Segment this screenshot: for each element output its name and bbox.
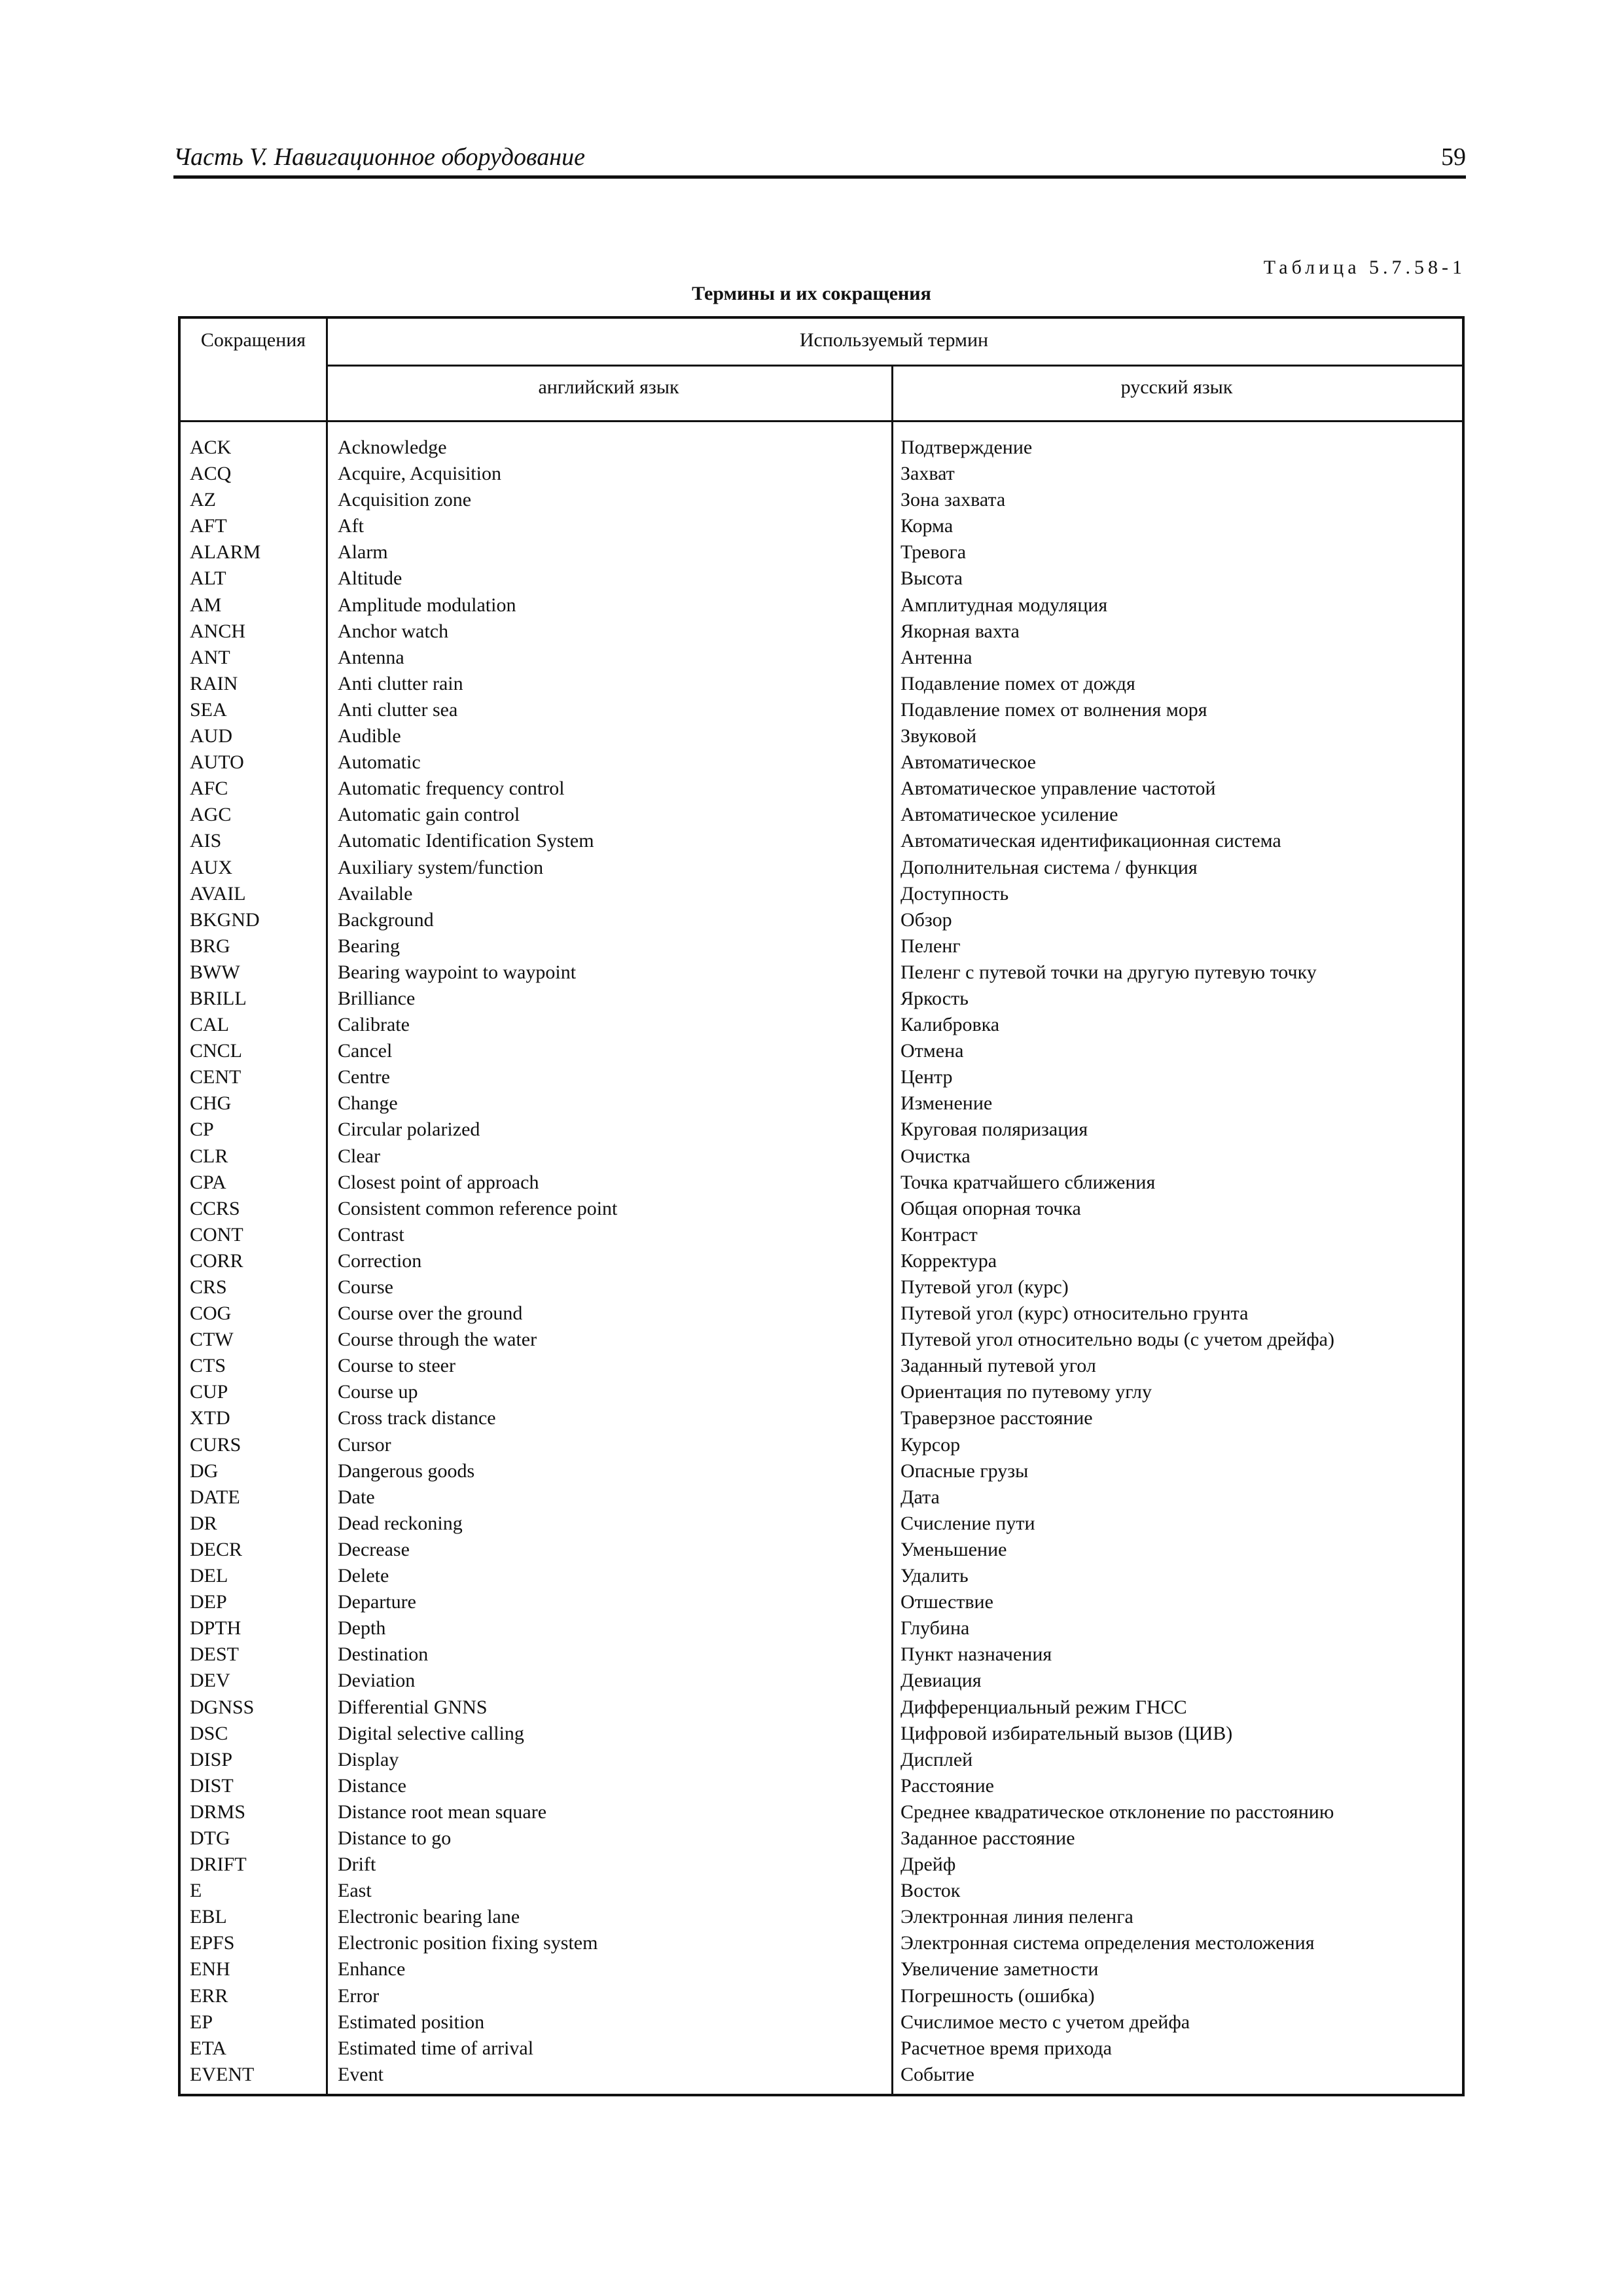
english-term-cell: Estimated position — [338, 2011, 485, 2033]
russian-term-cell: Зона захвата — [901, 489, 1006, 511]
table-row — [181, 802, 1462, 828]
english-term-cell: Cancel — [338, 1040, 393, 1062]
abbreviation-cell: BRILL — [190, 987, 247, 1009]
english-term-cell: Audible — [338, 725, 401, 747]
terms-table — [178, 316, 1465, 2096]
russian-term-cell: Очистка — [901, 1145, 971, 1167]
russian-term-cell: Ориентация по путевому углу — [901, 1381, 1152, 1403]
header-used-term: Используемый термин — [799, 329, 989, 351]
abbreviation-cell: CTS — [190, 1355, 226, 1377]
abbreviation-cell: AM — [190, 594, 222, 616]
abbreviation-cell: DPTH — [190, 1617, 241, 1640]
abbreviation-cell: CTW — [190, 1329, 234, 1351]
english-term-cell: Bearing waypoint to waypoint — [338, 961, 577, 983]
russian-term-cell: Автоматическое — [901, 751, 1036, 774]
table-row — [181, 1904, 1462, 1930]
table-row — [181, 907, 1462, 933]
table-row — [181, 1353, 1462, 1379]
english-term-cell: Estimated time of arrival — [338, 2037, 534, 2059]
english-term-cell: Calibrate — [338, 1014, 410, 1036]
table-row — [181, 645, 1462, 671]
abbreviation-cell: DRMS — [190, 1801, 246, 1823]
table-number: Таблица 5.7.58-1 — [1263, 257, 1466, 278]
russian-term-cell: Цифровой избирательный вызов (ЦИВ) — [901, 1722, 1233, 1744]
russian-term-cell: Событие — [901, 2063, 974, 2085]
russian-term-cell: Пункт назначения — [901, 1643, 1052, 1666]
table-row — [181, 1668, 1462, 1694]
abbreviation-cell: CLR — [190, 1145, 228, 1167]
russian-term-cell: Звуковой — [901, 725, 977, 747]
russian-term-cell: Контраст — [901, 1223, 978, 1246]
table-row — [181, 697, 1462, 723]
table-row — [181, 1300, 1462, 1327]
table-row — [181, 933, 1462, 960]
english-term-cell: Correction — [338, 1249, 422, 1272]
abbreviation-cell: DEP — [190, 1591, 227, 1613]
abbreviation-cell: COG — [190, 1302, 232, 1325]
abbreviation-cell: EPFS — [190, 1932, 235, 1954]
abbreviation-cell: ALARM — [190, 541, 261, 564]
english-term-cell: Digital selective calling — [338, 1722, 524, 1744]
abbreviation-cell: CORR — [190, 1249, 243, 1272]
abbreviation-cell: CP — [190, 1119, 214, 1141]
english-term-cell: Alarm — [338, 541, 388, 564]
russian-term-cell: Подавление помех от волнения моря — [901, 698, 1207, 721]
english-term-cell: Amplitude modulation — [338, 594, 516, 616]
table-row — [181, 1589, 1462, 1615]
russian-term-cell: Пеленг — [901, 935, 961, 957]
english-term-cell: Antenna — [338, 646, 404, 668]
table-row — [181, 1405, 1462, 1431]
russian-term-cell: Расстояние — [901, 1774, 994, 1797]
table-row — [181, 487, 1462, 513]
table-row — [181, 592, 1462, 619]
abbreviation-cell: CAL — [190, 1014, 229, 1036]
abbreviation-cell: ACK — [190, 437, 232, 458]
english-term-cell: Anti clutter rain — [338, 672, 463, 694]
abbreviation-cell: ENH — [190, 1958, 230, 1981]
table-row — [181, 539, 1462, 565]
english-term-cell: Departure — [338, 1591, 416, 1613]
abbreviation-cell: DEL — [190, 1565, 228, 1587]
abbreviation-cell: DR — [190, 1512, 217, 1534]
table-row — [181, 2009, 1462, 2036]
russian-term-cell: Подавление помех от дождя — [901, 672, 1135, 694]
abbreviation-cell: AFC — [190, 778, 228, 800]
abbreviation-cell: AUTO — [190, 751, 244, 774]
english-term-cell: Distance — [338, 1774, 406, 1797]
abbreviation-cell: BKGND — [190, 908, 260, 931]
english-term-cell: Electronic bearing lane — [338, 1906, 520, 1928]
abbreviation-cell: RAIN — [190, 672, 238, 694]
table-row — [181, 1747, 1462, 1773]
page-number: 59 — [1441, 143, 1466, 171]
abbreviation-cell: ETA — [190, 2037, 226, 2059]
abbreviation-cell: ANCH — [190, 620, 246, 642]
abbreviation-cell: ERR — [190, 1984, 228, 2007]
russian-term-cell: Дисплей — [901, 1748, 973, 1770]
table-row — [181, 1458, 1462, 1484]
english-term-cell: Destination — [338, 1643, 429, 1666]
table-row — [181, 1248, 1462, 1274]
table-row — [181, 2036, 1462, 2062]
english-term-cell: Display — [338, 1748, 399, 1770]
english-term-cell: Bearing — [338, 935, 400, 957]
abbreviation-cell: DGNSS — [190, 1696, 255, 1718]
abbreviation-cell: BRG — [190, 935, 230, 957]
table-title: Термины и их сокращения — [692, 283, 931, 304]
abbreviation-cell: EVENT — [190, 2063, 255, 2085]
russian-term-cell: Отшествие — [901, 1591, 993, 1613]
russian-term-cell: Доступность — [901, 882, 1009, 905]
abbreviation-cell: CPA — [190, 1171, 226, 1193]
russian-term-cell: Автоматическая идентификационная система — [901, 830, 1281, 852]
russian-term-cell: Точка кратчайшего сближения — [901, 1171, 1156, 1193]
abbreviation-cell: CRS — [190, 1276, 227, 1298]
table-row — [181, 1379, 1462, 1405]
table-row — [181, 1511, 1462, 1537]
english-term-cell: Cross track distance — [338, 1407, 496, 1429]
abbreviation-cell: CCRS — [190, 1197, 240, 1219]
abbreviation-cell: ANT — [190, 646, 230, 668]
english-term-cell: Acquire, Acquisition — [338, 463, 501, 485]
table-row — [181, 723, 1462, 749]
english-term-cell: Circular polarized — [338, 1119, 480, 1141]
english-term-cell: East — [338, 1880, 372, 1902]
header-abbreviations: Сокращения — [200, 329, 306, 351]
russian-term-cell: Общая опорная точка — [901, 1197, 1081, 1219]
abbreviation-cell: CHG — [190, 1092, 232, 1115]
english-term-cell: Course up — [338, 1381, 418, 1403]
english-term-cell: Course — [338, 1276, 393, 1298]
table-row — [181, 1799, 1462, 1825]
english-term-cell: Anti clutter sea — [338, 698, 458, 721]
abbreviation-cell: DEST — [190, 1643, 239, 1666]
abbreviation-cell: DEV — [190, 1670, 230, 1692]
abbreviation-cell: CURS — [190, 1433, 241, 1456]
abbreviation-cell: DIST — [190, 1774, 234, 1797]
russian-term-cell: Курсор — [901, 1433, 961, 1456]
english-term-cell: Closest point of approach — [338, 1171, 539, 1193]
russian-term-cell: Подтверждение — [901, 437, 1033, 458]
russian-term-cell: Среднее квадратическое отклонение по расстоянию — [901, 1801, 1334, 1823]
table-row — [181, 1878, 1462, 1904]
english-term-cell: Brilliance — [338, 987, 416, 1009]
table-row — [181, 1773, 1462, 1799]
table-body — [181, 435, 1462, 2088]
russian-term-cell: Захват — [901, 463, 955, 485]
english-term-cell: Consistent common reference point — [338, 1197, 618, 1219]
russian-term-cell: Заданное расстояние — [901, 1827, 1075, 1849]
russian-term-cell: Путевой угол (курс) — [901, 1276, 1069, 1298]
russian-term-cell: Электронная система определения местоложения — [901, 1932, 1315, 1954]
table-row — [181, 776, 1462, 802]
header-english: английский язык — [538, 376, 679, 398]
table-row — [181, 1143, 1462, 1170]
english-term-cell: Course over the ground — [338, 1302, 523, 1325]
russian-term-cell: Автоматическое управление частотой — [901, 778, 1216, 800]
table-row — [181, 1117, 1462, 1143]
abbreviation-cell: DECR — [190, 1538, 243, 1560]
chapter-title: Часть V. Навигационное оборудование — [173, 143, 585, 171]
russian-term-cell: Электронная линия пеленга — [901, 1906, 1133, 1928]
english-term-cell: Distance root mean square — [338, 1801, 547, 1823]
english-term-cell: Deviation — [338, 1670, 416, 1692]
abbreviation-cell: AZ — [190, 489, 216, 511]
russian-term-cell: Отмена — [901, 1040, 964, 1062]
english-term-cell: Anchor watch — [338, 620, 449, 642]
abbreviation-cell: ALT — [190, 567, 226, 590]
header-russian: русский язык — [1120, 376, 1233, 398]
russian-term-cell: Счисление пути — [901, 1512, 1035, 1534]
abbreviation-cell: DATE — [190, 1486, 240, 1508]
english-term-cell: Automatic frequency control — [338, 778, 565, 800]
russian-term-cell: Опасные грузы — [901, 1460, 1029, 1482]
russian-term-cell: Траверзное расстояние — [901, 1407, 1093, 1429]
abbreviation-cell: AUX — [190, 856, 232, 878]
english-term-cell: Altitude — [338, 567, 402, 590]
english-term-cell: Background — [338, 908, 434, 931]
english-term-cell: Course through the water — [338, 1329, 537, 1351]
table-row — [181, 1484, 1462, 1511]
abbreviation-cell: EP — [190, 2011, 213, 2033]
abbreviation-cell: CUP — [190, 1381, 228, 1403]
russian-term-cell: Калибровка — [901, 1014, 1000, 1036]
english-term-cell: Course to steer — [338, 1355, 455, 1377]
header-divider-2 — [181, 420, 1462, 422]
russian-term-cell: Восток — [901, 1880, 961, 1902]
table-row — [181, 1432, 1462, 1458]
table-row — [181, 513, 1462, 539]
table-row — [181, 1170, 1462, 1196]
table-row — [181, 619, 1462, 645]
table-row — [181, 1615, 1462, 1641]
table-row — [181, 1274, 1462, 1300]
english-term-cell: Distance to go — [338, 1827, 452, 1849]
russian-term-cell: Расчетное время прихода — [901, 2037, 1112, 2059]
abbreviation-cell: SEA — [190, 698, 227, 721]
russian-term-cell: Центр — [901, 1066, 953, 1088]
english-term-cell: Electronic position fixing system — [338, 1932, 598, 1954]
table-row — [181, 1695, 1462, 1721]
russian-term-cell: Увеличение заметности — [901, 1958, 1099, 1981]
russian-term-cell: Антенна — [901, 646, 972, 668]
table-row — [181, 828, 1462, 854]
english-term-cell: Available — [338, 882, 413, 905]
english-term-cell: Event — [338, 2063, 383, 2085]
table-row — [181, 1064, 1462, 1090]
table-row — [181, 881, 1462, 907]
english-term-cell: Date — [338, 1486, 375, 1508]
table-row — [181, 461, 1462, 487]
abbreviation-cell: CENT — [190, 1066, 241, 1088]
abbreviation-cell: AFT — [190, 515, 227, 537]
abbreviation-cell: DISP — [190, 1748, 233, 1770]
table-row — [181, 435, 1462, 461]
english-term-cell: Decrease — [338, 1538, 410, 1560]
table-row — [181, 1956, 1462, 1982]
russian-term-cell: Корректура — [901, 1249, 997, 1272]
table-row — [181, 2062, 1462, 2088]
english-term-cell: Enhance — [338, 1958, 406, 1981]
table-row — [181, 855, 1462, 881]
abbreviation-cell: EBL — [190, 1906, 227, 1928]
english-term-cell: Dead reckoning — [338, 1512, 463, 1534]
abbreviation-cell: XTD — [190, 1407, 230, 1429]
english-term-cell: Differential GNNS — [338, 1696, 488, 1718]
russian-term-cell: Дрейф — [901, 1854, 956, 1876]
table-row — [181, 1196, 1462, 1222]
english-term-cell: Automatic Identification System — [338, 830, 594, 852]
table-row — [181, 671, 1462, 697]
english-term-cell: Aft — [338, 515, 364, 537]
russian-term-cell: Якорная вахта — [901, 620, 1020, 642]
abbreviation-cell: AVAIL — [190, 882, 246, 905]
abbreviation-cell: DG — [190, 1460, 219, 1482]
english-term-cell: Error — [338, 1984, 380, 2007]
abbreviation-cell: AIS — [190, 830, 222, 852]
english-term-cell: Cursor — [338, 1433, 391, 1456]
table-row — [181, 1930, 1462, 1956]
english-term-cell: Centre — [338, 1066, 390, 1088]
russian-term-cell: Корма — [901, 515, 954, 537]
russian-term-cell: Девиация — [901, 1670, 982, 1692]
english-term-cell: Change — [338, 1092, 398, 1115]
russian-term-cell: Амплитудная модуляция — [901, 594, 1108, 616]
table-row — [181, 565, 1462, 592]
abbreviation-cell: CNCL — [190, 1040, 243, 1062]
abbreviation-cell: AUD — [190, 725, 232, 747]
table-row — [181, 960, 1462, 986]
english-term-cell: Automatic gain control — [338, 804, 520, 826]
table-row — [181, 1090, 1462, 1117]
running-header — [173, 139, 1466, 179]
table-row — [181, 1983, 1462, 2009]
abbreviation-cell: ACQ — [190, 463, 232, 485]
russian-term-cell: Автоматическое усиление — [901, 804, 1118, 826]
header-divider-1 — [326, 365, 1462, 367]
russian-term-cell: Счислимое место с учетом дрейфа — [901, 2011, 1190, 2033]
abbreviation-cell: AGC — [190, 804, 232, 826]
table-row — [181, 1825, 1462, 1852]
english-term-cell: Dangerous goods — [338, 1460, 475, 1482]
russian-term-cell: Дополнительная система / функция — [901, 856, 1198, 878]
english-term-cell: Clear — [338, 1145, 380, 1167]
russian-term-cell: Тревога — [901, 541, 967, 564]
table-row — [181, 1038, 1462, 1064]
russian-term-cell: Путевой угол (курс) относительно грунта — [901, 1302, 1249, 1325]
english-term-cell: Contrast — [338, 1223, 404, 1246]
table-row — [181, 1721, 1462, 1747]
table-row — [181, 1852, 1462, 1878]
russian-term-cell: Дифференциальный режим ГНСС — [901, 1696, 1187, 1718]
english-term-cell: Delete — [338, 1565, 389, 1587]
table-row — [181, 1537, 1462, 1563]
abbreviation-cell: DTG — [190, 1827, 230, 1849]
english-term-cell: Automatic — [338, 751, 421, 774]
russian-term-cell: Пеленг с путевой точки на другую путевую точку — [901, 961, 1317, 983]
russian-term-cell: Заданный путевой угол — [901, 1355, 1096, 1377]
russian-term-cell: Высота — [901, 567, 963, 590]
table-row — [181, 1641, 1462, 1668]
english-term-cell: Drift — [338, 1854, 376, 1876]
russian-term-cell: Изменение — [901, 1092, 993, 1115]
russian-term-cell: Дата — [901, 1486, 940, 1508]
abbreviation-cell: E — [190, 1880, 202, 1902]
english-term-cell: Acknowledge — [338, 437, 447, 458]
russian-term-cell: Обзор — [901, 908, 952, 931]
abbreviation-cell: DSC — [190, 1722, 228, 1744]
abbreviation-cell: BWW — [190, 961, 240, 983]
russian-term-cell: Круговая поляризация — [901, 1119, 1088, 1141]
english-term-cell: Depth — [338, 1617, 386, 1640]
table-row — [181, 986, 1462, 1012]
abbreviation-cell: CONT — [190, 1223, 243, 1246]
table-row — [181, 1222, 1462, 1248]
table-row — [181, 1012, 1462, 1038]
russian-term-cell: Путевой угол относительно воды (с учетом дрейфа) — [901, 1329, 1334, 1351]
abbreviation-cell: DRIFT — [190, 1854, 247, 1876]
table-row — [181, 1563, 1462, 1589]
russian-term-cell: Глубина — [901, 1617, 970, 1640]
russian-term-cell: Яркость — [901, 987, 969, 1009]
table-row — [181, 1327, 1462, 1353]
russian-term-cell: Удалить — [901, 1565, 969, 1587]
english-term-cell: Auxiliary system/function — [338, 856, 544, 878]
russian-term-cell: Погрешность (ошибка) — [901, 1984, 1095, 2007]
russian-term-cell: Уменьшение — [901, 1538, 1007, 1560]
table-row — [181, 749, 1462, 776]
english-term-cell: Acquisition zone — [338, 489, 472, 511]
